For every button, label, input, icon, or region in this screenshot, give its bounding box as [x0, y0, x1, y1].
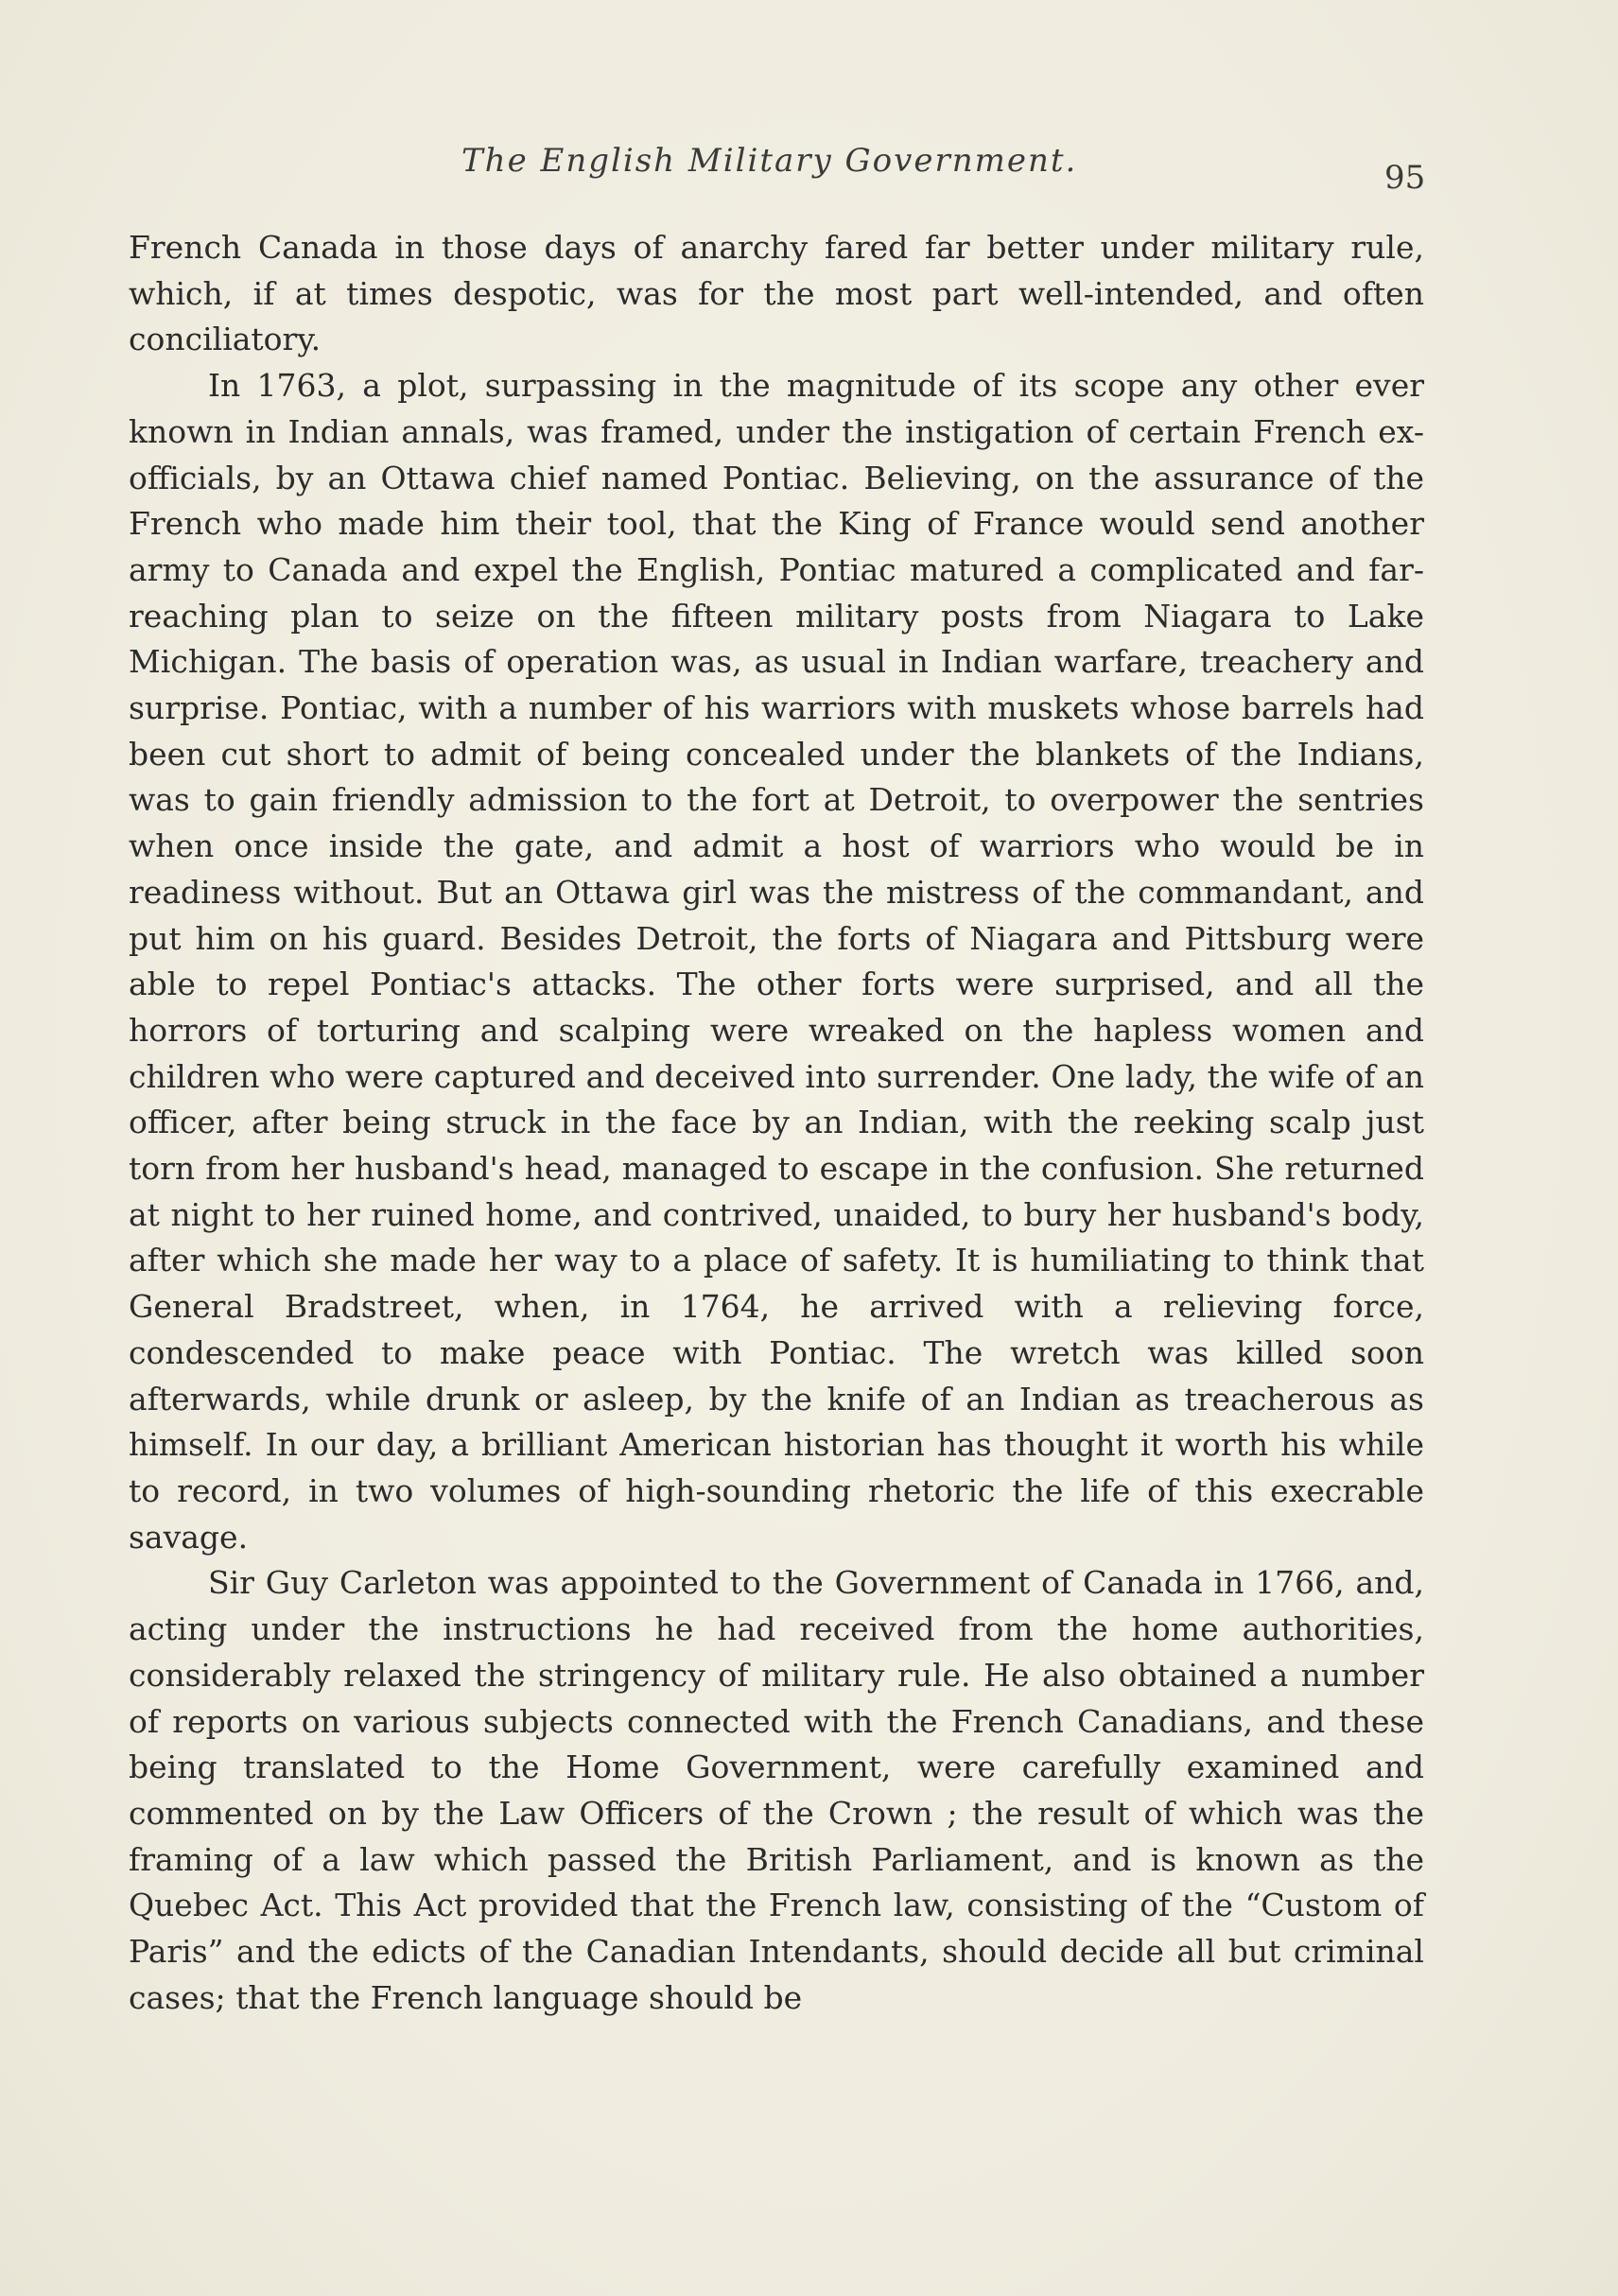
body-text: [129, 225, 1424, 2021]
running-title: The English Military Government.: [461, 142, 1078, 180]
paragraph-1: French Canada in those days of anarchy fared far better under military rule, which, if at times despotic, was for the most part well-intended, and often conciliatory.: [129, 229, 1424, 358]
paragraph-2: In 1763, a plot, surpassing in the magnitude of its scope any other ever known in Indian annals, was framed, under the instigation of certain French ex-officials, by an Ottawa chief named Pontiac. Believing, on the assurance of the French who made him their tool, that the King of France would send another army to Canada and expel the English, Pontiac matured a complicated and far-reaching plan to seize on the fifteen military posts from Niagara to Lake Michigan. The basis of operation was, as usual in Indian warfare, treachery and surprise. Pontiac, with a number of his warriors with muskets whose barrels had been cut short to admit of being concealed under the blankets of the Indians, was to gain friendly admission to the fort at Detroit, to overpower the sentries when once inside the gate, and admit a host of warriors who would be in readiness without. But an Ottawa girl was the mistress of the commandant, and put him on his guard. Besides Detroit, the forts of Niagara and Pittsburg were able to repel Pontiac's attacks. The other forts were surprised, and all the horrors of torturing and scalping were wreaked on the hapless women and children who were captured and deceived into surrender. One lady, the wife of an officer, after being struck in the face by an Indian, with the reeking scalp just torn from her husband's head, managed to escape in the confusion. She returned at night to her ruined home, and contrived, unaided, to bury her husband's body, after which she made her way to a place of safety. It is humiliating to think that General Bradstreet, when, in 1764, he arrived with a relieving force, condescended to make peace with Pontiac. The wretch was killed soon afterwards, while drunk or asleep, by the knife of an Indian as treacherous as himself. In our day, a brilliant American historian has thought it worth his while to record, in two volumes of high-sounding rhetoric the life of this execrable savage.: [129, 367, 1424, 1556]
paragraph-3: Sir Guy Carleton was appointed to the Government of Canada in 1766, and, acting under the instructions he had received from the home authorities, considerably relaxed the stringency of military rule. He also obtained a number of reports on various subjects connected with the French Canadians, and these being translated to the Home Government, were carefully examined and commented on by the Law Officers of the Crown ; the result of which was the framing of a law which passed the British Parliament, and is known as the Quebec Act. This Act provided that the French law, consisting of the “Custom of Paris” and the edicts of the Canadian Intendants, should decide all but criminal cases; that the French language should be: [129, 1564, 1424, 2016]
page-number: 95: [1384, 159, 1426, 197]
